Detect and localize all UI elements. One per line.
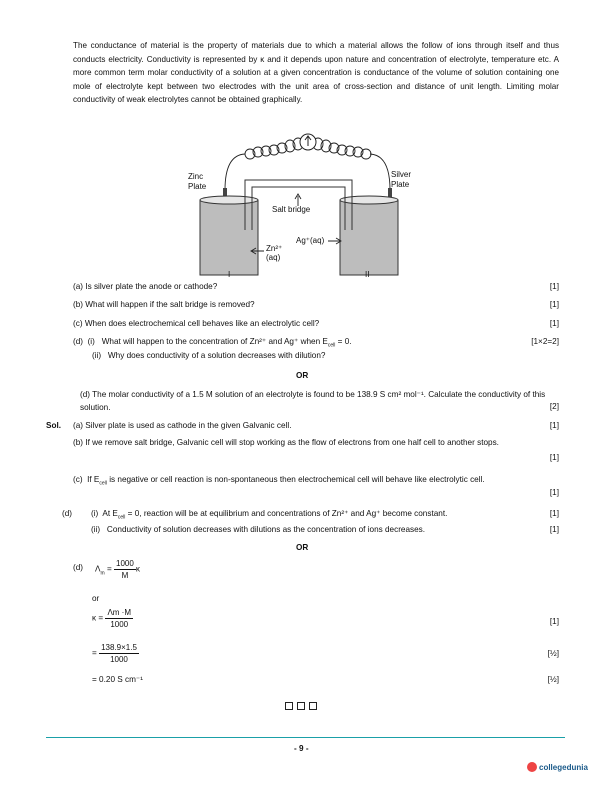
question-d-ii: (ii) Why does conductivity of a solution decreases with dilution? — [92, 351, 326, 360]
intro-paragraph: The conductance of material is the property of materials due to which a material allows the follow of ions through itself and thus conducts electricity. Conductivity is represented by κ and it depends upon nature and concentration of electrolyte, temperature etc. A more common term molar conductivity of a solution at a given concentration is conductance of the volume of solution containing one mole of electrolyte kept between two electrodes with the unit area of cross-section and distance of unit length. Limiting molar conductivity of weak electrolytes cannot be obtained graphically. — [73, 41, 559, 105]
marks: [½] — [547, 675, 559, 684]
calc-line-2: κ = $\frac{\Lambda m \cdot M}{1000}$ — [92, 608, 132, 629]
marks: [2] — [549, 402, 559, 411]
question-d-i: (d) (i) What will happen to the concentration of Zn²⁺ and Ag⁺ when $E_{cell} = 0$. — [73, 337, 352, 349]
solution-a: (a) Silver plate is used as cathode in the given Galvanic cell. — [73, 421, 292, 430]
marks: [1] — [549, 319, 559, 328]
solution-c: (c) If $E_{cell}$ is negative or cell reaction is non-spontaneous then electrochemical cell will behave like electrolytic cell. — [73, 475, 485, 487]
silver-label: Silver Plate — [391, 170, 412, 189]
question-a: (a) Is silver plate the anode or cathode? — [73, 282, 218, 291]
marks: [1] — [549, 300, 559, 309]
sol-label: Sol. — [46, 421, 62, 430]
beaker-2-label: II — [365, 270, 370, 279]
zn-ion-label: Zn²⁺ (aq) — [266, 244, 283, 262]
marks: [1] — [549, 453, 559, 462]
brand-icon — [527, 762, 537, 772]
marks: [1] — [549, 421, 559, 430]
solution-d-label: (d) — [62, 509, 73, 518]
or-divider: OR — [296, 371, 309, 380]
marks: [1] — [549, 282, 559, 291]
question-d-alt: (d) The molar conductivity of a 1.5 M solution of an electrolyte is found to be 138.9 S cm² mol⁻¹. Calculate the conductivity of this solution. — [80, 390, 546, 412]
question-c: (c) When does electrochemical cell behaves like an electrolytic cell? — [73, 319, 320, 328]
zinc-label: Zinc Plate — [188, 172, 207, 191]
calc-or: or — [92, 594, 100, 603]
right-arrow-icon — [328, 238, 341, 244]
or-divider: OR — [296, 543, 309, 552]
calc-label: (d) — [73, 563, 84, 572]
calc-result: = 0.20 S cm⁻¹ — [92, 675, 143, 684]
beaker-right — [340, 196, 398, 275]
ag-ion-label: Ag⁺(aq) — [296, 236, 325, 245]
question-b: (b) What will happen if the salt bridge is removed? — [73, 300, 255, 309]
marks: [1] — [549, 509, 559, 518]
marks: [1×2=2] — [531, 337, 559, 346]
calc-line-1: $\Lambda_m$ = $\frac{1000}{M}$ κ — [95, 559, 140, 580]
page-number: - 9 - — [294, 744, 309, 753]
solution-b: (b) If we remove salt bridge, Galvanic cell will stop working as the flow of electrons from one half cell to another stops. — [73, 438, 499, 447]
beaker-1-label: I — [228, 270, 231, 279]
beaker-left — [200, 196, 258, 275]
marks: [1] — [549, 488, 559, 497]
footer-rule — [46, 737, 565, 738]
salt-bridge-label: Salt bridge — [272, 205, 311, 214]
marks: [1] — [549, 617, 559, 626]
marks: [1] — [549, 525, 559, 534]
calc-line-3: = $\frac{138.9\times 1.5}{1000}$ — [92, 643, 137, 664]
marks: [½] — [547, 649, 559, 658]
brand-logo[interactable]: collegedunia — [527, 762, 588, 772]
solution-d-i: (i) At $E_{cell} = 0$, reaction will be at equilibrium and concentrations of Zn²⁺ and Ag⁺ become constant. — [91, 509, 448, 521]
end-squares — [283, 697, 319, 715]
solution-d-ii: (ii) Conductivity of solution decreases with dilutions as the concentration of ions decreases. — [91, 525, 426, 534]
